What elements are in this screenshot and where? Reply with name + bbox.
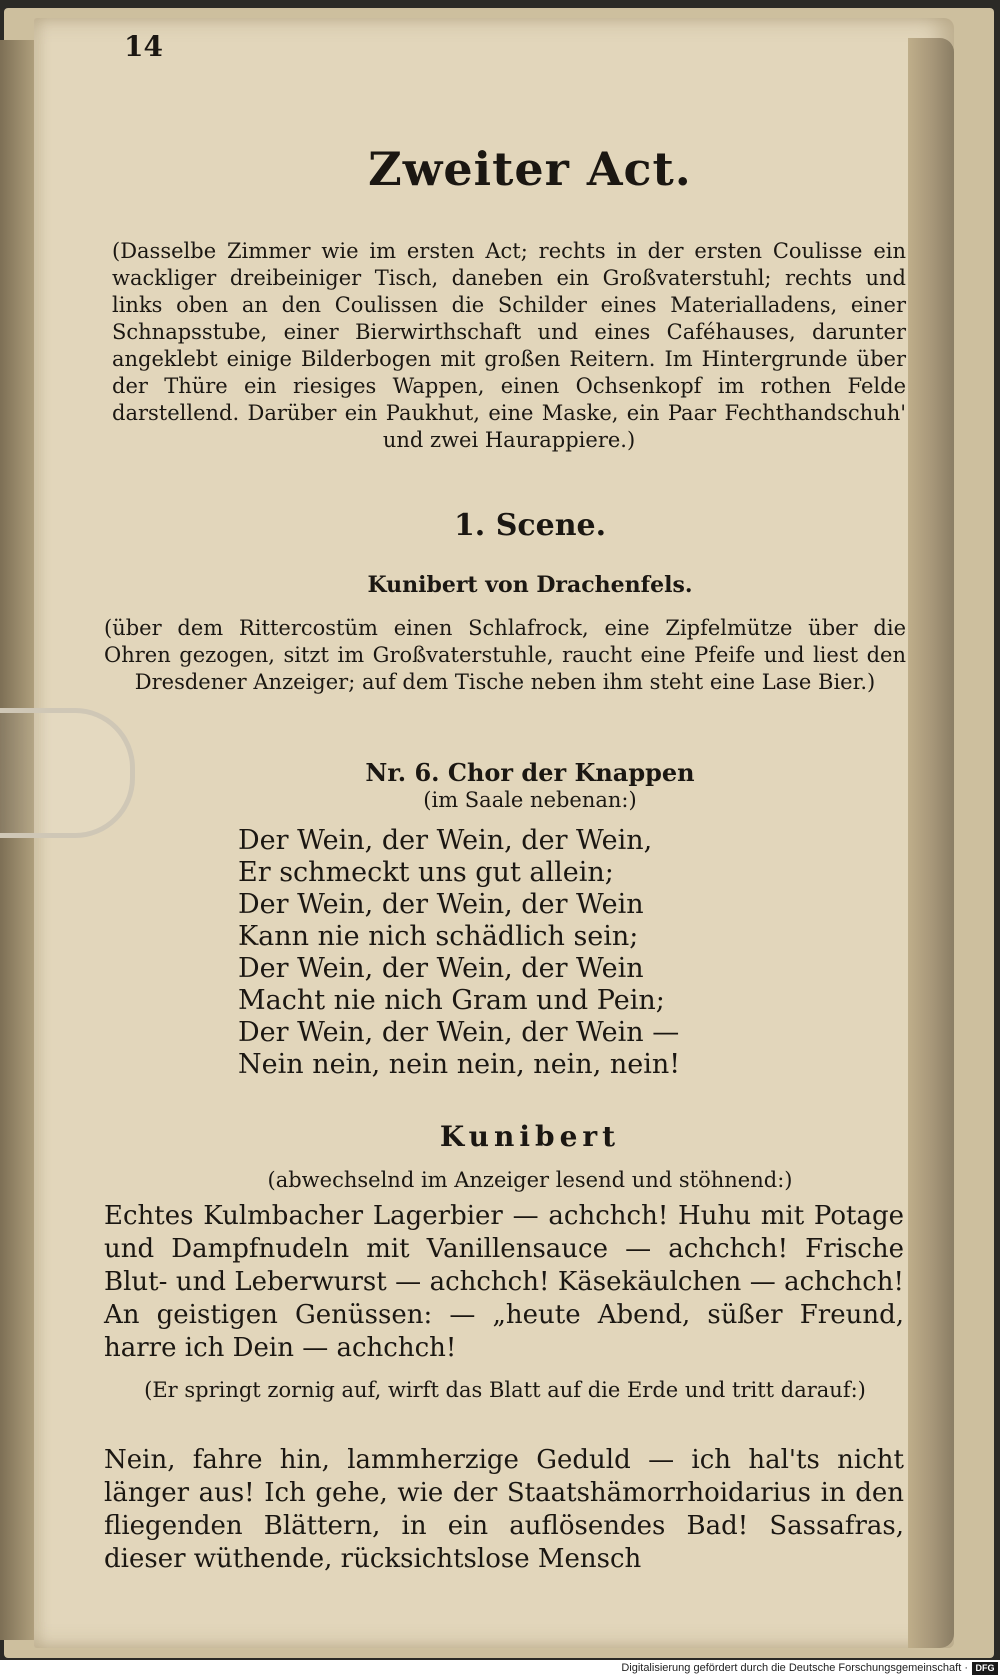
- footer-bar: [0, 1660, 1000, 1677]
- song-verse: [238, 825, 680, 1081]
- song-line: Der Wein, der Wein, der Wein: [238, 889, 644, 920]
- song-line: Kann nie nich schädlich sein;: [238, 921, 639, 952]
- footer-credit: Digitalisierung gefördert durch die Deutsche Forschungsgemeinschaft ·: [621, 1662, 968, 1674]
- song-line: Der Wein, der Wein, der Wein,: [238, 825, 653, 856]
- act-title: Zweiter Act.: [368, 142, 692, 196]
- song-line: Der Wein, der Wein, der Wein —: [238, 1017, 680, 1048]
- number-title: Nr. 6. Chor der Knappen: [365, 758, 695, 787]
- speech-paragraph: Echtes Kulmbacher Lagerbier — achchch! Huhu mit Potage und Dampfnudeln mit Vanillensauce — achchch! Frische Blut- und Leberwurst — achchch! Käsekäulchen — achchch! An geistigen Genüssen: — „heute Abend, süßer Freund, harre ich Dein — achchch!: [104, 1201, 904, 1363]
- page-number: 14: [124, 30, 163, 63]
- dfg-logo-icon: DFG: [972, 1662, 998, 1675]
- song-line: Macht nie nich Gram und Pein;: [238, 985, 665, 1016]
- character-direction: (über dem Rittercostüm einen Schlafrock, eine Zipfelmütze über die Ohren gezogen, sitzt im Großvaterstuhle, raucht eine Pfeife und liest den Dresdener Anzeiger; auf dem Tische neben ihm steht eine Lase Bier.): [104, 616, 906, 694]
- page-edge: [908, 38, 954, 1648]
- speech-paragraph-2: Nein, fahre hin, lammherzige Geduld — ich hal'ts nicht länger aus! Ich gehe, wie der Staatshämorrhoidarius in den fliegenden Blättern, in ein auflösendes Bad! Sassafras, dieser wüthende, rücksichtslose Mensch: [104, 1445, 904, 1574]
- action-direction: (Er springt zornig auf, wirft das Blatt auf die Erde und tritt darauf:): [144, 1378, 866, 1402]
- speaker-direction: (abwechselnd im Anzeiger lesend und stöhnend:): [267, 1168, 793, 1192]
- song-line: Der Wein, der Wein, der Wein: [238, 953, 644, 984]
- song-line: Er schmeckt uns gut allein;: [238, 857, 614, 888]
- speaker-name: Kunibert: [439, 1120, 621, 1153]
- scene-title: 1. Scene.: [453, 508, 607, 543]
- number-direction: (im Saale nebenan:): [423, 788, 637, 812]
- character-intro: Kunibert von Drachenfels.: [367, 572, 693, 598]
- song-line: Nein nein, nein nein, nein, nein!: [238, 1049, 681, 1080]
- stage-direction: (Dasselbe Zimmer wie im ersten Act; rechts in der ersten Coulisse ein wackliger dreibeiniger Tisch, daneben ein Großvaterstuhl; rechts und links oben an den Coulissen die Schilder eines Materialladens, einer Schnapsstube, einer Bierwirthschaft und eines Caféhauses, darunter angeklebt einige Bilderbogen mit großen Reitern. Im Hintergrunde über der Thüre ein riesiges Wappen, einen Ochsenkopf im rothen Felde darstellend. Darüber ein Paukhut, eine Maske, ein Paar Fechthandschuh' und zwei Haurappiere.): [112, 239, 906, 452]
